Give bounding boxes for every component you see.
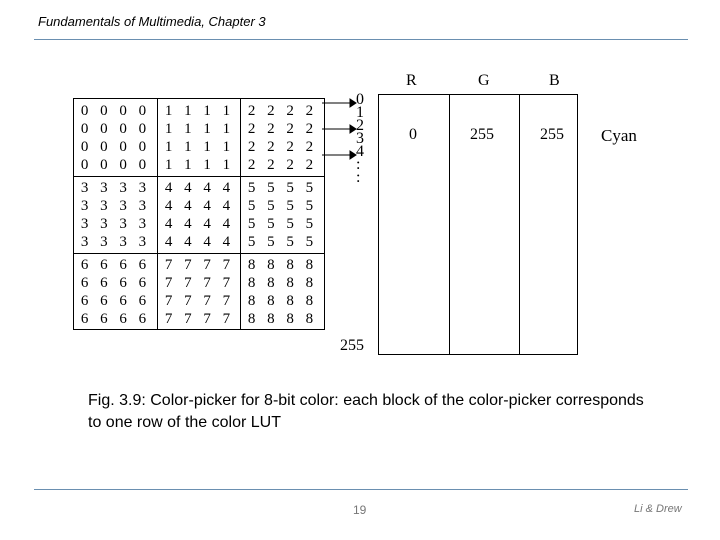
lut-index: : <box>356 156 361 173</box>
lut-index: 0 <box>356 91 364 108</box>
picker-cell-group: 1 1 1 1 <box>164 121 235 137</box>
picker-cell-group: 8 8 8 8 <box>247 311 318 327</box>
picker-cell-group: 7 7 7 7 <box>164 293 235 309</box>
picker-cell-group: 7 7 7 7 <box>164 257 235 273</box>
picker-cell-group: 5 5 5 5 <box>247 234 318 250</box>
picker-cell-group: 0 0 0 0 <box>80 157 151 173</box>
picker-cell-group: 2 2 2 2 <box>247 157 318 173</box>
lut-last-index: 255 <box>340 337 364 354</box>
picker-cell-group: 0 0 0 0 <box>80 121 151 137</box>
lut-header-b: B <box>549 72 560 89</box>
picker-cell-group: 8 8 8 8 <box>247 293 318 309</box>
picker-cell-group: 3 3 3 3 <box>80 216 151 232</box>
header-rule <box>34 39 688 40</box>
picker-cell-group: 2 2 2 2 <box>247 103 318 119</box>
lut-header-g: G <box>478 72 490 89</box>
footer-authors: Li & Drew <box>634 503 682 515</box>
lut-value-g: 255 <box>470 126 494 143</box>
lut-color-name: Cyan <box>601 126 637 145</box>
picker-cell-group: 6 6 6 6 <box>80 275 151 291</box>
picker-cell-group: 6 6 6 6 <box>80 257 151 273</box>
grid-divider <box>74 176 324 177</box>
lut-index: 1 <box>356 104 364 121</box>
lut-index: 2 <box>356 117 364 134</box>
picker-cell-group: 5 5 5 5 <box>247 198 318 214</box>
picker-cell-group: 0 0 0 0 <box>80 139 151 155</box>
picker-cell-group: 1 1 1 1 <box>164 103 235 119</box>
picker-cell-group: 4 4 4 4 <box>164 234 235 250</box>
picker-cell-group: 2 2 2 2 <box>247 121 318 137</box>
color-picker-grid <box>73 98 325 330</box>
slide-header: Fundamentals of Multimedia, Chapter 3 <box>38 14 266 29</box>
arrows <box>320 95 360 205</box>
lut-index: 3 <box>356 130 364 147</box>
picker-cell-group: 5 5 5 5 <box>247 180 318 196</box>
lut-index: : <box>356 169 361 186</box>
picker-cell-group: 4 4 4 4 <box>164 216 235 232</box>
picker-cell-group: 5 5 5 5 <box>247 216 318 232</box>
picker-cell-group: 3 3 3 3 <box>80 234 151 250</box>
lut-column-divider <box>519 95 520 354</box>
picker-cell-group: 4 4 4 4 <box>164 180 235 196</box>
grid-divider <box>74 253 324 254</box>
lut-column-divider <box>449 95 450 354</box>
figure-caption: Fig. 3.9: Color-picker for 8-bit color: each block of the color-picker corresponds to one row of the color LUT <box>88 392 644 431</box>
picker-cell-group: 0 0 0 0 <box>80 103 151 119</box>
picker-cell-group: 8 8 8 8 <box>247 275 318 291</box>
page-number: 19 <box>353 503 367 517</box>
lut-value-b: 255 <box>540 126 564 143</box>
picker-cell-group: 7 7 7 7 <box>164 311 235 327</box>
picker-cell-group: 3 3 3 3 <box>80 180 151 196</box>
picker-cell-group: 7 7 7 7 <box>164 275 235 291</box>
picker-cell-group: 2 2 2 2 <box>247 139 318 155</box>
picker-cell-group: 6 6 6 6 <box>80 311 151 327</box>
picker-cell-group: 1 1 1 1 <box>164 157 235 173</box>
lut-index: 4 <box>356 143 364 160</box>
picker-cell-group: 8 8 8 8 <box>247 257 318 273</box>
picker-cell-group: 1 1 1 1 <box>164 139 235 155</box>
footer-rule <box>34 489 688 490</box>
picker-cell-group: 3 3 3 3 <box>80 198 151 214</box>
picker-cell-group: 4 4 4 4 <box>164 198 235 214</box>
picker-cell-group: 6 6 6 6 <box>80 293 151 309</box>
lut-value-r: 0 <box>409 126 417 143</box>
lut-header-r: R <box>406 72 417 89</box>
